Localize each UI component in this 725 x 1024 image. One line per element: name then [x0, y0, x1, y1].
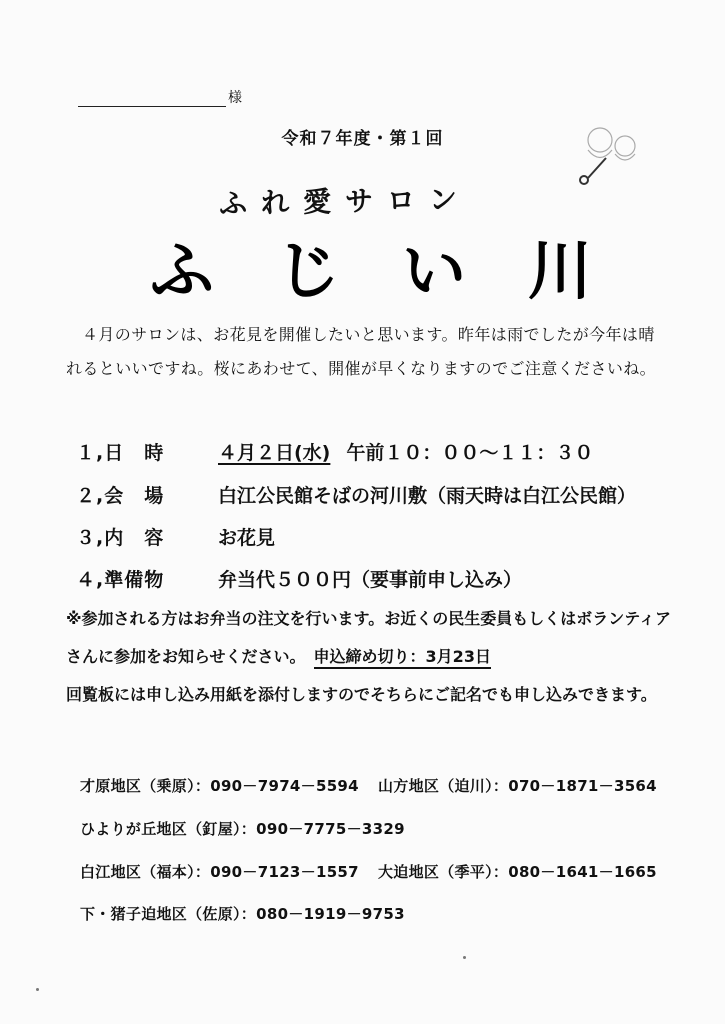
- contact-entry: 才原地区（乗原）：090－7974－5594: [80, 777, 359, 795]
- notice-text: ※参加される方はお弁当の注文を行います。お近くの民生委員もしくはボランティアさんに参加をお知らせください。 申込締め切り：3月23日: [66, 600, 676, 676]
- illustration-icon: [570, 120, 650, 190]
- detail-row-content: [76, 523, 275, 550]
- detail-row-venue: [76, 481, 636, 508]
- scan-speck: [36, 988, 39, 991]
- contact-entry: 下・猪子迫地区（佐原）：080－1919－9753: [80, 905, 405, 923]
- detail-label: ２,会 場: [76, 485, 165, 507]
- detail-label: １,日 時: [76, 442, 165, 464]
- detail-value: お花見: [218, 527, 276, 549]
- addressee-line: [78, 87, 242, 107]
- contact-phone: 070－1871－3564: [508, 777, 657, 795]
- detail-label: ３,内 容: [76, 527, 165, 549]
- intro-text: ４月のサロンは、お花見を開催したいと思います。昨年は雨でしたが今年は晴れるといいですね。桜にあわせて、開催が早くなりますのでご注意くださいね。: [66, 325, 657, 378]
- contact-entry: 山方地区（迫川）：070－1871－3564: [378, 777, 657, 795]
- contact-entry: ひよりが丘地区（釘屋）：090－7775－3329: [80, 820, 405, 838]
- detail-row-datetime: [76, 438, 593, 465]
- circular-text: 回覧板には申し込み用紙を添付しますのでそちらにご記名でも申し込みできます。: [66, 685, 657, 704]
- contact-entry: 白江地区（福本）：090－7123－1557: [80, 863, 359, 881]
- scan-speck: [463, 956, 466, 959]
- contact-phone: 090－7775－3329: [256, 820, 405, 838]
- addressee-suffix: 様: [228, 90, 242, 106]
- detail-time: 午前１０：００～１１：３０: [346, 442, 594, 464]
- place-name: ふじい川: [150, 235, 654, 309]
- contact-phone: 080－1641－1665: [508, 863, 657, 881]
- detail-date: ４月２日(水): [218, 442, 331, 464]
- contact-phone: 080－1919－9753: [256, 905, 405, 923]
- contact-phone: 090－7123－1557: [210, 863, 359, 881]
- detail-value: 白江公民館そばの河川敷（雨天時は白江公民館）: [218, 485, 637, 507]
- salon-name: ふれ愛サロン: [218, 182, 472, 221]
- detail-row-preparation: [76, 565, 522, 592]
- contact-entry: 大迫地区（季平）：080－1641－1665: [378, 863, 657, 881]
- addressee-blank: [78, 90, 226, 107]
- subtitle: 令和７年度・第１回: [281, 129, 444, 149]
- intro-paragraph: [66, 318, 666, 386]
- deadline-text: 申込締め切り：3月23日: [314, 647, 491, 669]
- contact-phone: 090－7974－5594: [210, 777, 359, 795]
- detail-value: 弁当代５００円（要事前申し込み）: [218, 569, 523, 591]
- detail-label: ４,準備物: [76, 569, 165, 591]
- detail-value: [218, 438, 593, 465]
- notice-block: [66, 600, 676, 714]
